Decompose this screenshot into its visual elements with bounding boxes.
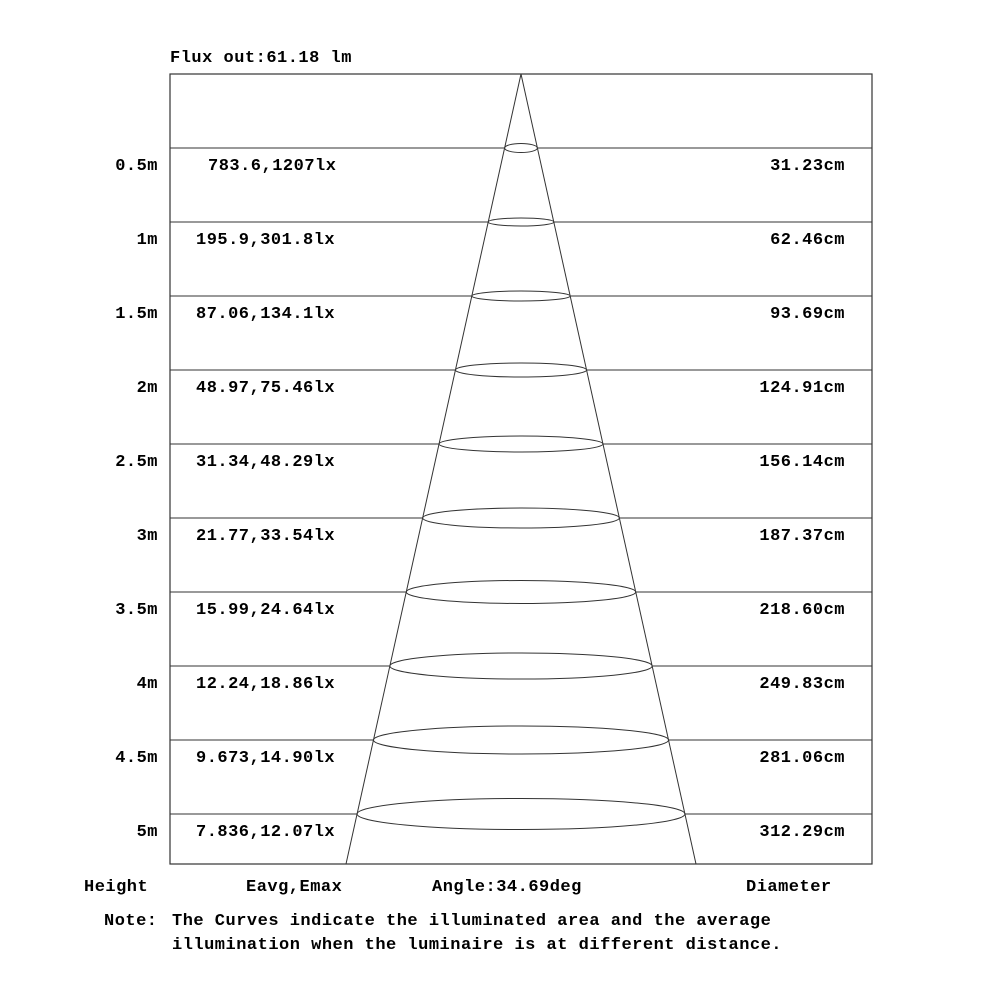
- row-illuminance-value: 15.99,24.64lx: [196, 601, 336, 620]
- cone-left-edge: [346, 74, 521, 864]
- beam-area-ellipse: [472, 291, 570, 301]
- row-illuminance-value: 21.77,33.54lx: [196, 527, 336, 546]
- flux-label: Flux out:61.18 lm: [170, 49, 352, 68]
- row-height-label: 1m: [136, 231, 158, 250]
- beam-angle-label: Angle:34.69deg: [432, 878, 582, 897]
- row-diameter-value: 156.14cm: [759, 453, 845, 472]
- note-line-2: illumination when the luminaire is at different distance.: [172, 936, 782, 955]
- row-illuminance-value: 9.673,14.90lx: [196, 749, 336, 768]
- note-line-1: The Curves indicate the illuminated area and the average: [172, 912, 772, 931]
- row-illuminance-value: 195.9,301.8lx: [196, 231, 336, 250]
- beam-area-ellipse: [406, 581, 635, 604]
- light-cone: [346, 74, 696, 864]
- row-illuminance-value: 87.06,134.1lx: [196, 305, 336, 324]
- beam-area-ellipse: [373, 726, 668, 754]
- row-illuminance-value: 31.34,48.29lx: [196, 453, 336, 472]
- cone-right-edge: [521, 74, 696, 864]
- row-diameter-value: 218.60cm: [759, 601, 845, 620]
- row-diameter-value: 187.37cm: [759, 527, 845, 546]
- row-diameter-value: 124.91cm: [759, 379, 845, 398]
- beam-ellipses: [357, 144, 685, 830]
- note-prefix: Note:: [104, 912, 158, 931]
- row-height-label: 3.5m: [115, 601, 158, 620]
- row-height-label: 5m: [136, 823, 158, 842]
- row-height-label: 0.5m: [115, 157, 158, 176]
- row-height-label: 1.5m: [115, 305, 158, 324]
- row-diameter-value: 31.23cm: [770, 157, 845, 176]
- row-illuminance-value: 12.24,18.86lx: [196, 675, 336, 694]
- beam-area-ellipse: [455, 363, 586, 377]
- row-illuminance-value: 48.97,75.46lx: [196, 379, 336, 398]
- beam-area-ellipse: [488, 218, 554, 226]
- row-diameter-value: 249.83cm: [759, 675, 845, 694]
- beam-area-ellipse: [505, 144, 538, 153]
- row-diameter-value: 62.46cm: [770, 231, 845, 250]
- row-height-label: 4m: [136, 675, 158, 694]
- row-diameter-value: 312.29cm: [759, 823, 845, 842]
- height-column-label: Height: [84, 878, 149, 897]
- row-diameter-value: 281.06cm: [759, 749, 845, 768]
- row-diameter-value: 93.69cm: [770, 305, 845, 324]
- beam-area-ellipse: [439, 436, 603, 452]
- row-illuminance-value: 7.836,12.07lx: [196, 823, 336, 842]
- diameter-column-label: Diameter: [746, 878, 832, 897]
- row-height-label: 2m: [136, 379, 158, 398]
- eavg-emax-column-label: Eavg,Emax: [246, 878, 343, 897]
- beam-area-ellipse: [357, 799, 685, 830]
- beam-area-ellipse: [390, 653, 652, 679]
- row-height-label: 4.5m: [115, 749, 158, 768]
- row-height-label: 3m: [136, 527, 158, 546]
- row-height-label: 2.5m: [115, 453, 158, 472]
- beam-area-ellipse: [423, 508, 620, 528]
- row-illuminance-value: 783.6,1207lx: [208, 157, 337, 176]
